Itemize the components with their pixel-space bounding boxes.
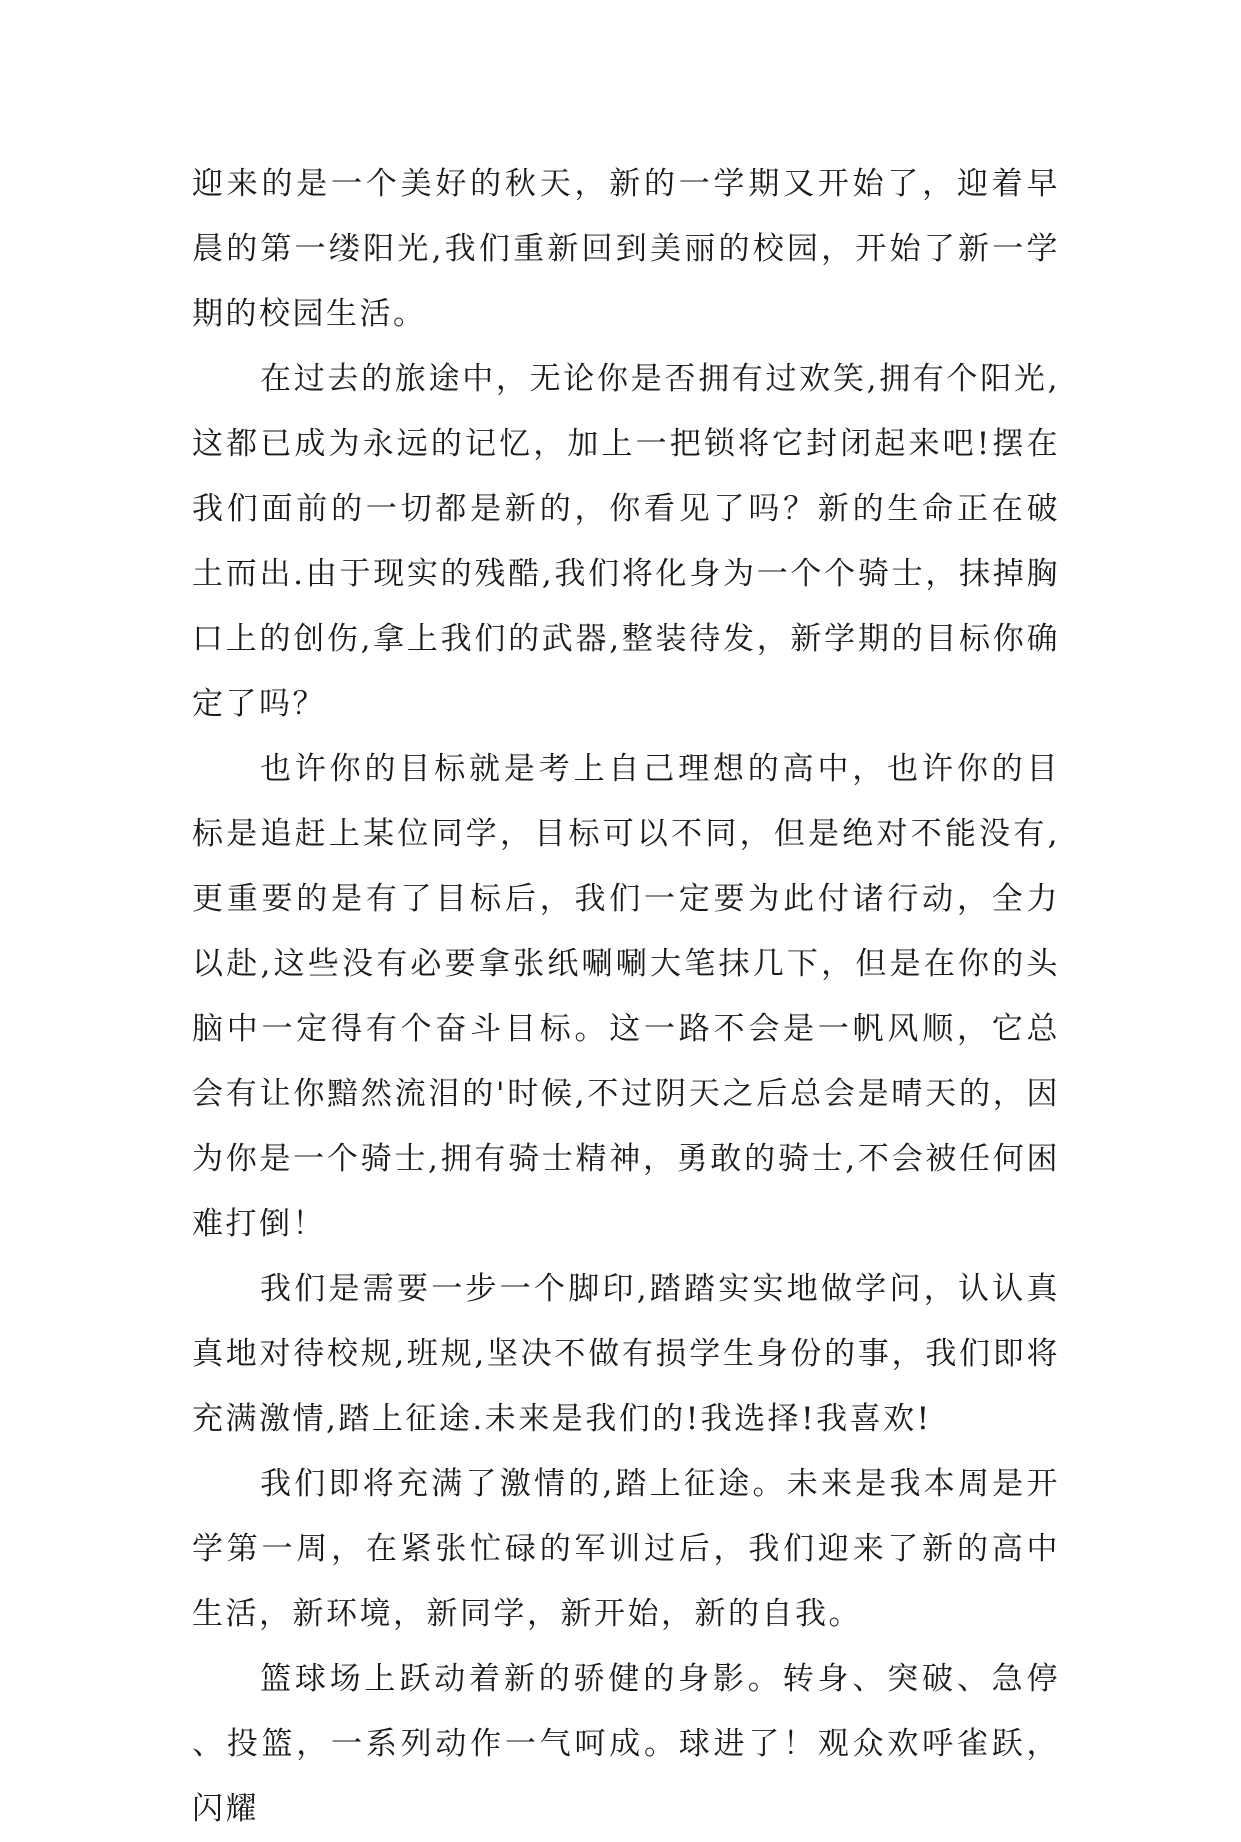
document-body [192, 152, 1060, 1842]
paragraph-1: 迎来的是一个美好的秋天，新的一学期又开始了，迎着早晨的第一缕阳光,我们重新回到美丽的校园，开始了新一学期的校园生活。 [192, 166, 1060, 332]
paragraph-5: 我们即将充满了激情的,踏上征途。未来是我本周是开学第一周，在紧张忙碌的军训过后，我们迎来了新的高中生活，新环境，新同学，新开始，新的自我。 [192, 1466, 1060, 1632]
paragraph-4: 我们是需要一步一个脚印,踏踏实实地做学问，认认真真地对待校规,班规,坚决不做有损学生身份的事，我们即将充满激情,踏上征途.未来是我们的!我选择!我喜欢! [192, 1271, 1060, 1437]
paragraph-3: 也许你的目标就是考上自己理想的高中，也许你的目标是追赶上某位同学，目标可以不同，但是绝对不能没有,更重要的是有了目标后，我们一定要为此付诸行动，全力以赴,这些没有必要拿张纸唰唰大笔抹几下，但是在你的头脑中一定得有个奋斗目标。这一路不会是一帆风顺，它总会有让你黯然流泪的'时候,不过阴天之后总会是晴天的，因为你是一个骑士,拥有骑士精神，勇敢的骑士,不会被任何困难打倒！ [192, 751, 1060, 1242]
paragraph-2: 在过去的旅途中，无论你是否拥有过欢笑,拥有个阳光,这都已成为永远的记忆，加上一把锁将它封闭起来吧!摆在我们面前的一切都是新的，你看见了吗？新的生命正在破土而出.由于现实的残酷,我们将化身为一个个骑士，抹掉胸口上的创伤,拿上我们的武器,整装待发，新学期的目标你确定了吗？ [192, 361, 1060, 722]
paragraph-6: 篮球场上跃动着新的骄健的身影。转身、突破、急停、投篮，一系列动作一气呵成。球进了！观众欢呼雀跃，闪耀 [192, 1661, 1060, 1827]
